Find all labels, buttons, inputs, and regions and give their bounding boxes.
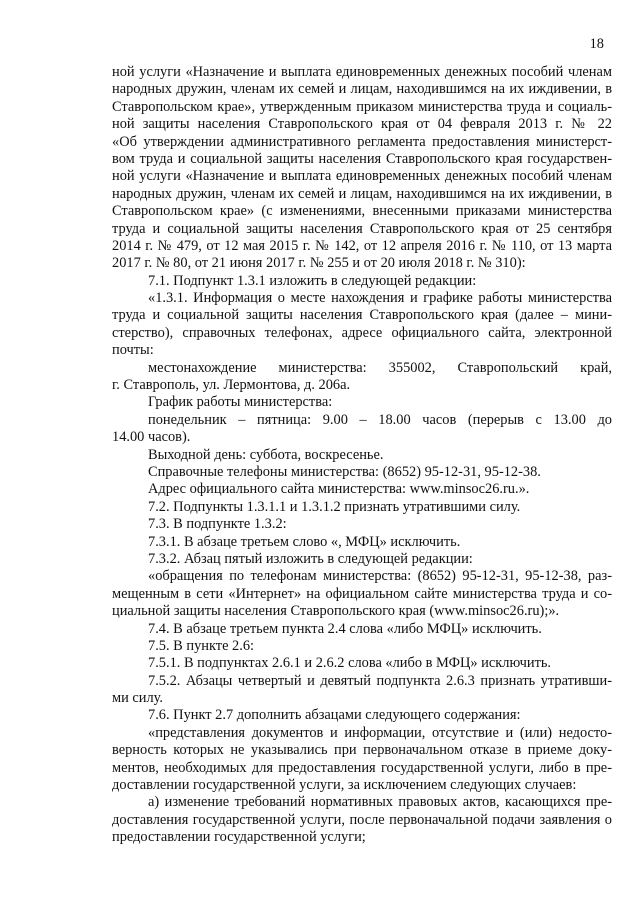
text-line: 7.5. В пункте 2.6: (148, 637, 255, 654)
text-line: «представления документов и информации, отсутствие и (или) недосто- (148, 724, 612, 741)
text-line: 7.5.1. В подпунктах 2.6.1 и 2.6.2 слова «либо в МФЦ» исключить. (148, 655, 552, 672)
text-line (112, 342, 612, 359)
text-line: Адрес официального сайта министерства: www.minsoc26.ru.». (148, 481, 530, 498)
text-line: «обращения по телефонам министерства: (8652) 95-12-31, 95-12-38, раз- (148, 568, 612, 585)
text-line: 7.3.2. Абзац пятый изложить в следующей редакции: (148, 550, 473, 567)
text-line: труда и социальной защиты населения Ставропольского края (далее – мини- (112, 307, 612, 324)
text-line: предоставлении государственной услуги; (112, 829, 366, 846)
document-body (112, 64, 612, 847)
text-line: Выходной день: суббота, воскресенье. (148, 446, 384, 463)
text-line: народных дружин, членам их семей и лицам, находившимся на их иждивении, в (112, 81, 612, 98)
text-line: «1.3.1. Информация о месте нахождения и графике работы министерства (148, 290, 612, 307)
text-line: График работы министерства: (148, 394, 333, 411)
text-line: труда и социальной защиты населения Ставропольского края от 25 сентября (112, 220, 612, 237)
text-line: мещенным в сети «Интернет» на официальном сайте министерства труда и со- (112, 585, 612, 602)
text-line: ной защиты населения Ставропольского края от 04 февраля 2013 г. № 22 (112, 116, 612, 133)
text-line: стерство), справочных телефонах, адресе официального сайта, электронной почты: (112, 324, 612, 359)
text-line: Ставропольском крае» (с изменениями, внесенными приказами министерства (112, 203, 612, 220)
text-line: верность которых не указывались при первоначальном отказе в приеме доку- (112, 742, 612, 759)
text-line: 14.00 часов). (112, 429, 191, 446)
text-line: вом труда и социальной защиты населения Ставропольского края государствен- (112, 150, 612, 167)
text-line: ной услуги «Назначение и выплата единовременных денежных пособий членам (112, 64, 612, 80)
text-line: 2014 г. № 479, от 12 мая 2015 г. № 142, от 12 апреля 2016 г. № 110, от 13 марта (112, 237, 612, 254)
text-line: 7.2. Подпункты 1.3.1.1 и 1.3.1.2 признать утратившими силу. (148, 498, 521, 515)
text-line: 7.3.1. В абзаце третьем слово «, МФЦ» исключить. (148, 533, 461, 550)
text-line: 7.4. В абзаце третьем пункта 2.4 слова «либо МФЦ» исключить. (148, 620, 542, 637)
text-line: ной услуги «Назначение и выплата единовременных денежных пособий членам (112, 168, 612, 185)
text-line: доставления государственной услуги, после первоначальной подачи заявления о (112, 811, 612, 828)
text-line: Ставропольском крае», утвержденным приказом министерства труда и социаль- (112, 98, 612, 115)
text-line: циальной защиты населения Ставропольского края (www.minsoc26.ru);». (112, 603, 560, 620)
text-line: 7.5.2. Абзацы четвертый и девятый подпункта 2.6.3 признать утративши- (148, 672, 612, 689)
text-line: Справочные телефоны министерства: (8652) 95-12-31, 95-12-38. (148, 463, 541, 480)
text-line: ми силу. (112, 690, 164, 707)
text-line: «Об утверждении административного регламента предоставления министерст- (112, 133, 612, 150)
text-line: 7.1. Подпункт 1.3.1 изложить в следующей редакции: (148, 272, 477, 289)
text-line: народных дружин, членам их семей и лицам, находившимся на их иждивении, в (112, 185, 612, 202)
page-number: 18 (589, 36, 604, 52)
text-line: местонахождение министерства: 355002, Ставропольский край, (148, 359, 612, 376)
text-line: ментов, необходимых для предоставления государственной услуги, либо в пре- (112, 759, 612, 776)
text-line: 7.6. Пункт 2.7 дополнить абзацами следующего содержания: (148, 707, 521, 724)
text-line: доставлении государственной услуги, за исключением следующих случаев: (112, 777, 577, 794)
text-line: понедельник – пятница: 9.00 – 18.00 часов (перерыв с 13.00 до (148, 411, 612, 428)
text-line: 7.3. В подпункте 1.3.2: (148, 516, 287, 533)
text-line: 2017 г. № 80, от 21 июня 2017 г. № 255 и от 20 июля 2018 г. № 310): (112, 255, 526, 272)
text-line: а) изменение требований нормативных правовых актов, касающихся пре- (148, 794, 612, 811)
text-line: г. Ставрополь, ул. Лермонтова, д. 206а. (112, 377, 351, 394)
